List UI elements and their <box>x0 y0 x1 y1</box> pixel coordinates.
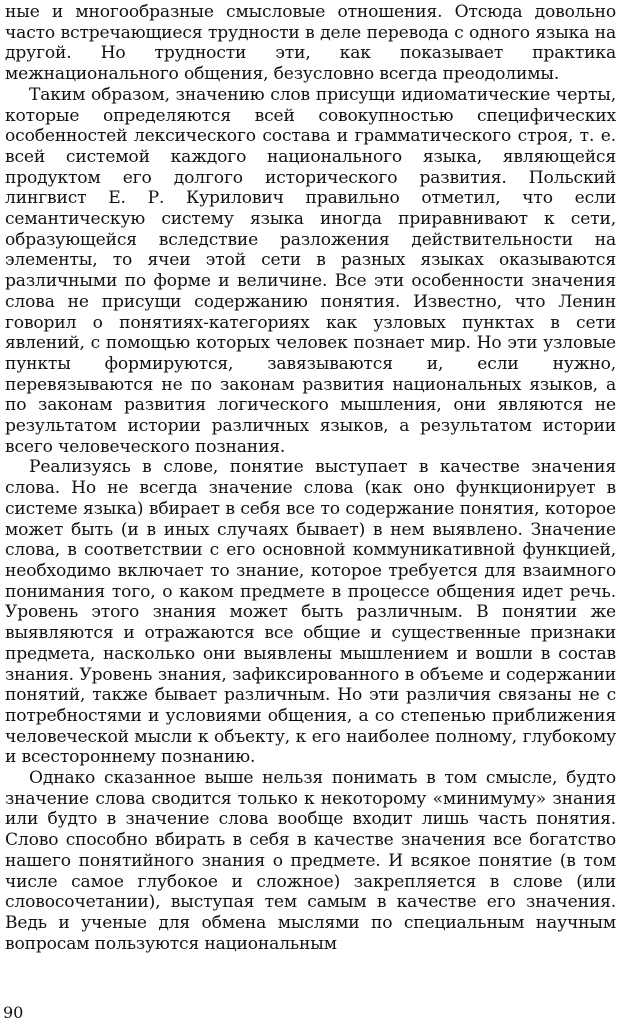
page-number: 90 <box>3 1003 24 1022</box>
paragraph: Однако сказанное выше нельзя понимать в том смысле, будто значение слова сводится только к некоторому «минимуму» знания или будто в значение слова вообще входит лишь часть понятия. Слово способно вбирать в себя в качестве значения все богатство нашего понятийного знания о предмете. И всякое понятие (в том числе самое глубокое и сложное) закрепляется в слове (или словосочетании), выступая тем самым в качестве его значения. Ведь и ученые для обмена мыслями по специальным научным вопросам пользуются национальным <box>5 768 616 954</box>
paragraph: Реализуясь в слове, понятие выступает в качестве значения слова. Но не всегда значение слова (как оно функционирует в системе языка) вбирает в себя все то содержание понятия, которое может быть (и в иных случаях бывает) в нем выявлено. Значение слова, в соответствии с его основной коммуникативной функцией, необходимо включает то знание, которое требуется для взаимного понимания того, о каком предмете в процессе общения идет речь. Уровень этого знания может быть различным. В понятии же выявляются и отражаются все общие и существенные признаки предмета, насколько они выявлены мышлением и вошли в состав знания. Уровень знания, зафиксированного в объеме и содержании понятий, также бывает различным. Но эти различия связаны не с потребностями и условиями общения, а со степенью приближения человеческой мысли к объекту, к его наиболее полному, глубокому и всестороннему познанию. <box>5 457 616 768</box>
paragraph-continued: ные и многообразные смысловые отношения. Отсюда довольно часто встречающиеся трудности в деле перевода с одного языка на другой. Но трудности эти, как показывает практика межнационального общения, безусловно всегда преодолимы. <box>5 2 616 85</box>
body-text <box>5 2 616 954</box>
paragraph: Таким образом, значению слов присущи идиоматические черты, которые определяются всей совокупностью специфических особенностей лексического состава и грамматического строя, т. е. всей системой каждого национального языка, являющейся продуктом его долгого исторического развития. Польский лингвист Е. Р. Курилович правильно отметил, что если семантическую систему языка иногда приравнивают к сети, образующейся вследствие разложения действительности на элементы, то ячеи этой сети в разных языках оказываются различными по форме и величине. Все эти особенности значения слова не присущи содержанию понятия. Известно, что Ленин говорил о понятиях-категориях как узловых пунктах в сети явлений, с помощью которых человек познает мир. Но эти узловые пункты формируются, завязываются и, если нужно, перевязываются не по законам развития национальных языков, а по законам развития логического мышления, они являются не результатом истории различных языков, а результатом истории всего человеческого познания. <box>5 84 616 457</box>
